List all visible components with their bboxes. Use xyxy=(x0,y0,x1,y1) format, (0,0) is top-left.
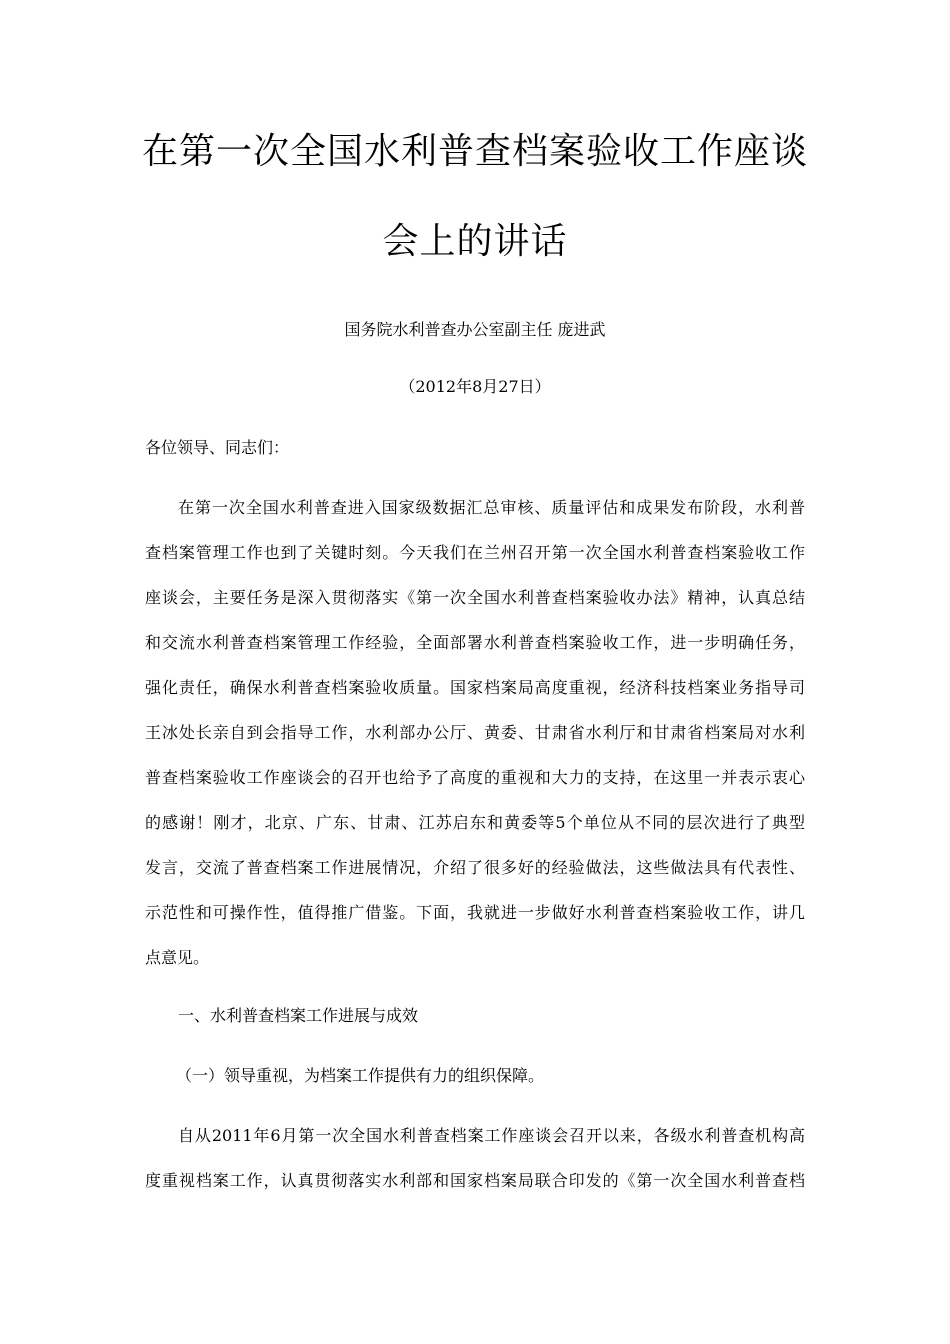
document-title-line-1: 在第一次全国水利普查档案验收工作座谈 xyxy=(141,131,808,172)
author-line: 国务院水利普查办公室副主任 庞进武 xyxy=(344,320,606,339)
paragraph-line: 在第一次全国水利普查进入国家级数据汇总审核、质量评估和成果发布阶段，水利普 xyxy=(178,498,805,517)
paragraph-line: 和交流水利普查档案管理工作经验，全面部署水利普查档案验收工作，进一步明确任务， xyxy=(145,633,805,652)
date-line: （2012年8月27日） xyxy=(399,377,551,396)
paragraph-line: 度重视档案工作，认真贯彻落实水利部和国家档案局联合印发的《第一次全国水利普查档 xyxy=(145,1171,805,1190)
paragraph-line: 查档案管理工作也到了关键时刻。今天我们在兰州召开第一次全国水利普查档案验收工作 xyxy=(145,543,805,562)
document-title-line-2: 会上的讲话 xyxy=(382,221,568,262)
paragraph-line: 王冰处长亲自到会指导工作，水利部办公厅、黄委、甘肃省水利厅和甘肃省档案局对水利 xyxy=(145,723,805,742)
section-heading-1: 一、水利普查档案工作进展与成效 xyxy=(178,1006,419,1025)
salutation: 各位领导、同志们： xyxy=(145,438,290,457)
paragraph-line: 自从2011年6月第一次全国水利普查档案工作座谈会召开以来，各级水利普查机构高 xyxy=(178,1126,805,1145)
paragraph-line: 发言，交流了普查档案工作进展情况，介绍了很多好的经验做法，这些做法具有代表性、 xyxy=(145,858,805,877)
paragraph-line: 点意见。 xyxy=(145,948,210,967)
paragraph-line: 示范性和可操作性，值得推广借鉴。下面，我就进一步做好水利普查档案验收工作，讲几 xyxy=(145,903,805,922)
paragraph-line: 强化责任，确保水利普查档案验收质量。国家档案局高度重视，经济科技档案业务指导司 xyxy=(145,678,805,697)
paragraph-line: 的感谢！刚才，北京、广东、甘肃、江苏启东和黄委等5个单位从不同的层次进行了典型 xyxy=(145,813,805,832)
paragraph-line: 普查档案验收工作座谈会的召开也给予了高度的重视和大力的支持，在这里一并表示衷心 xyxy=(145,768,805,787)
subsection-heading-1: （一）领导重视，为档案工作提供有力的组织保障。 xyxy=(176,1066,545,1085)
paragraph-line: 座谈会，主要任务是深入贯彻落实《第一次全国水利普查档案验收办法》精神，认真总结 xyxy=(145,588,805,607)
